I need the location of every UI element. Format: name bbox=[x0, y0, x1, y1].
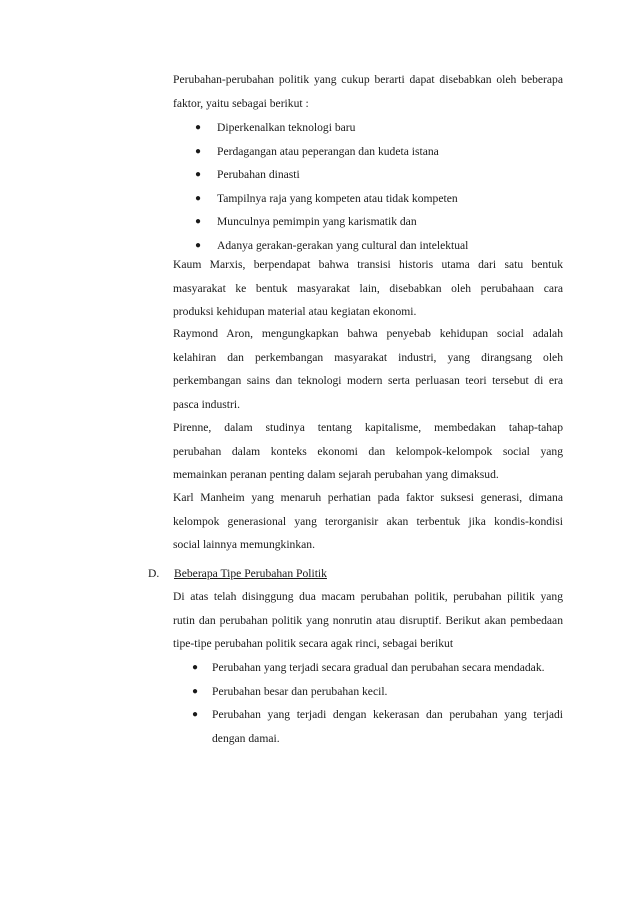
list-item-continuation: dengan damai. bbox=[212, 731, 280, 745]
list-item: ● Perdagangan atau peperangan dan kudeta istana bbox=[217, 140, 557, 164]
factor-bullet-list bbox=[195, 116, 557, 257]
paragraph-line: kelompok generasional yang terorganisir akan terbentuk jika kondis-kondisi bbox=[173, 514, 563, 528]
paragraph-line: kelahiran dan perkembangan masyarakat industri, yang dirangsang oleh bbox=[173, 350, 563, 364]
paragraph-line: social lainnya memungkinkan. bbox=[173, 538, 315, 551]
bullet-icon: ● bbox=[195, 145, 202, 157]
paragraph-line: perubahan dalam konteks ekonomi dan kelompok-kelompok social yang bbox=[173, 444, 563, 458]
list-item: ● Diperkenalkan teknologi baru bbox=[217, 116, 557, 140]
intro-block bbox=[173, 68, 563, 115]
list-item: ● Munculnya pemimpin yang karismatik dan bbox=[217, 210, 557, 234]
section-letter: D. bbox=[148, 567, 160, 580]
paragraph-manheim bbox=[173, 486, 563, 557]
bullet-icon: ● bbox=[192, 662, 199, 673]
section-d-heading bbox=[148, 562, 327, 586]
type-bullet-list bbox=[192, 656, 563, 750]
paragraph-line: tipe-tipe perubahan politik secara agak rinci, sebagai berikut bbox=[173, 637, 454, 650]
list-item: ● Adanya gerakan-gerakan yang cultural dan intelektual bbox=[217, 234, 557, 258]
paragraph-line: Karl Manheim yang menaruh perhatian pada faktor suksesi generasi, dimana bbox=[173, 491, 563, 504]
bullet-icon: ● bbox=[192, 709, 199, 720]
paragraph-line: Di atas telah disinggung dua macam perubahan politik, perubahan pilitik yang bbox=[173, 590, 563, 603]
bullet-icon: ● bbox=[195, 122, 202, 133]
bullet-icon: ● bbox=[195, 216, 202, 227]
list-item: ● Tampilnya raja yang kompeten atau tidak kompeten bbox=[217, 187, 557, 211]
paragraph-line: rutin dan perubahan politik yang nonrutin atau disruptif. Berikut akan pembedaan bbox=[173, 613, 563, 627]
paragraph-line: perkembangan sains dan teknologi modern serta perluasan teori tersebut di era bbox=[173, 374, 563, 387]
paragraph-line: memainkan peranan penting dalam sejarah perubahan yang dimaksud. bbox=[173, 468, 499, 481]
paragraph-marxis bbox=[173, 253, 563, 324]
paragraph-aron bbox=[173, 322, 563, 416]
paragraph-line: Kaum Marxis, berpendapat bahwa transisi historis utama dari satu bentuk bbox=[173, 258, 563, 271]
intro-line-2: faktor, yaitu sebagai berikut : bbox=[173, 96, 309, 110]
paragraph-line: produksi kehidupan material atau kegiatan ekonomi. bbox=[173, 305, 417, 318]
intro-line-1: Perubahan-perubahan politik yang cukup berarti dapat disebabkan oleh beberapa bbox=[173, 73, 563, 86]
paragraph-pirenne bbox=[173, 416, 563, 487]
paragraph-line: Pirenne, dalam studinya tentang kapitalisme, membedakan tahap-tahap bbox=[173, 421, 563, 434]
list-item: ● Perubahan besar dan perubahan kecil. bbox=[212, 680, 563, 704]
list-item: ● Perubahan dinasti bbox=[217, 163, 557, 187]
bullet-icon: ● bbox=[195, 169, 202, 180]
bullet-icon: ● bbox=[192, 685, 199, 697]
paragraph-line: masyarakat ke bentuk masyarakat lain, disebabkan oleh perubahaan cara bbox=[173, 281, 563, 295]
section-d-body bbox=[173, 585, 563, 656]
paragraph-line: pasca industri. bbox=[173, 397, 240, 411]
list-item: ● Perubahan yang terjadi secara gradual dan perubahan secara mendadak. bbox=[212, 656, 563, 680]
bullet-icon: ● bbox=[195, 192, 202, 204]
list-item: ● Perubahan yang terjadi dengan kekerasan dan perubahan yang terjadi bbox=[212, 703, 563, 727]
section-title: Beberapa Tipe Perubahan Politik bbox=[174, 567, 327, 580]
paragraph-line: Raymond Aron, mengungkapkan bahwa penyebab kehidupan social adalah bbox=[173, 327, 563, 340]
bullet-icon: ● bbox=[195, 239, 202, 251]
